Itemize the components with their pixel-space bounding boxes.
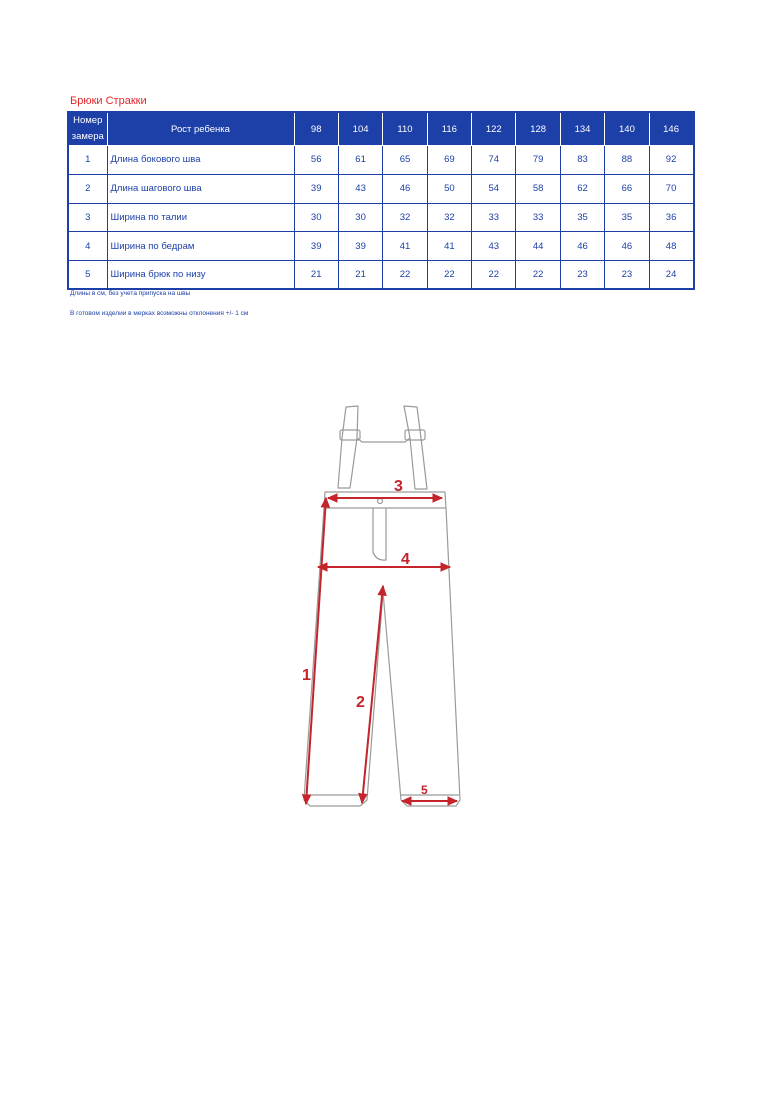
- table-cell: 48: [649, 232, 693, 261]
- trousers-body: [304, 508, 460, 806]
- waist-button: [378, 499, 383, 504]
- measure-label-3: 3: [394, 478, 403, 495]
- table-cell: 46: [605, 232, 649, 261]
- page-title: Брюки Стракки: [70, 95, 147, 107]
- measure-label-1: 1: [302, 667, 311, 684]
- measure-line-1: [306, 498, 326, 804]
- measure-line-2: [362, 586, 383, 803]
- row-parameter: Ширина по талии: [107, 203, 294, 232]
- table-cell: 23: [605, 261, 649, 290]
- table-cell: 62: [560, 174, 604, 203]
- table-cell: 41: [427, 232, 471, 261]
- table-cell: 83: [560, 146, 604, 175]
- header-size: 140: [605, 112, 649, 146]
- note-units: Длины в см, без учета припуска на швы: [70, 290, 191, 297]
- table-cell: 21: [294, 261, 338, 290]
- row-parameter: Длина бокового шва: [107, 146, 294, 175]
- right-buckle: [405, 430, 425, 440]
- table-cell: 58: [516, 174, 560, 203]
- table-cell: 23: [560, 261, 604, 290]
- table-cell: 44: [516, 232, 560, 261]
- row-number: 4: [68, 232, 107, 261]
- table-cell: 88: [605, 146, 649, 175]
- table-cell: 65: [383, 146, 427, 175]
- table-cell: 50: [427, 174, 471, 203]
- table-cell: 46: [560, 232, 604, 261]
- measurement-lines: [306, 498, 457, 804]
- table-cell: 39: [294, 232, 338, 261]
- waistband: [324, 492, 446, 508]
- table-cell: 35: [560, 203, 604, 232]
- table-cell: 61: [338, 146, 382, 175]
- header-size: 98: [294, 112, 338, 146]
- table-cell: 35: [605, 203, 649, 232]
- row-number: 3: [68, 203, 107, 232]
- right-strap: [404, 406, 427, 489]
- table-cell: 32: [427, 203, 471, 232]
- table-cell: 69: [427, 146, 471, 175]
- table-cell: 56: [294, 146, 338, 175]
- table-cell: 79: [516, 146, 560, 175]
- header-size: 134: [560, 112, 604, 146]
- header-number: Номер замера: [68, 112, 107, 146]
- table-cell: 33: [472, 203, 516, 232]
- measure-label-2: 2: [356, 694, 365, 711]
- table-cell: 46: [383, 174, 427, 203]
- table-cell: 43: [472, 232, 516, 261]
- row-number: 5: [68, 261, 107, 290]
- table-cell: 39: [338, 232, 382, 261]
- table-cell: 74: [472, 146, 516, 175]
- table-cell: 21: [338, 261, 382, 290]
- table-cell: 54: [472, 174, 516, 203]
- row-parameter: Ширина брюк по низу: [107, 261, 294, 290]
- header-size: 146: [649, 112, 693, 146]
- table-cell: 22: [516, 261, 560, 290]
- note-tolerance: В готовом изделии в мерках возможны отклонения +/- 1 см: [70, 310, 249, 317]
- row-parameter: Ширина по бедрам: [107, 232, 294, 261]
- row-number: 2: [68, 174, 107, 203]
- measure-label-4: 4: [401, 551, 410, 568]
- table-cell: 30: [338, 203, 382, 232]
- table-cell: 32: [383, 203, 427, 232]
- header-size: 104: [338, 112, 382, 146]
- table-cell: 24: [649, 261, 693, 290]
- table-cell: 36: [649, 203, 693, 232]
- row-parameter: Длина шагового шва: [107, 174, 294, 203]
- table-cell: 30: [294, 203, 338, 232]
- table-cell: 70: [649, 174, 693, 203]
- table-cell: 33: [516, 203, 560, 232]
- table-cell: 43: [338, 174, 382, 203]
- header-size: 122: [472, 112, 516, 146]
- table-cell: 22: [472, 261, 516, 290]
- table-cell: 66: [605, 174, 649, 203]
- header-size: 110: [383, 112, 427, 146]
- measure-label-5: 5: [421, 783, 428, 797]
- table-cell: 39: [294, 174, 338, 203]
- header-size: 128: [516, 112, 560, 146]
- table-cell: 92: [649, 146, 693, 175]
- bib-band: [357, 438, 410, 442]
- header-height: Рост ребенка: [107, 112, 294, 146]
- table-cell: 22: [383, 261, 427, 290]
- row-number: 1: [68, 146, 107, 175]
- table-cell: 41: [383, 232, 427, 261]
- left-strap: [338, 406, 358, 488]
- fly: [373, 508, 386, 560]
- header-size: 116: [427, 112, 471, 146]
- table-cell: 22: [427, 261, 471, 290]
